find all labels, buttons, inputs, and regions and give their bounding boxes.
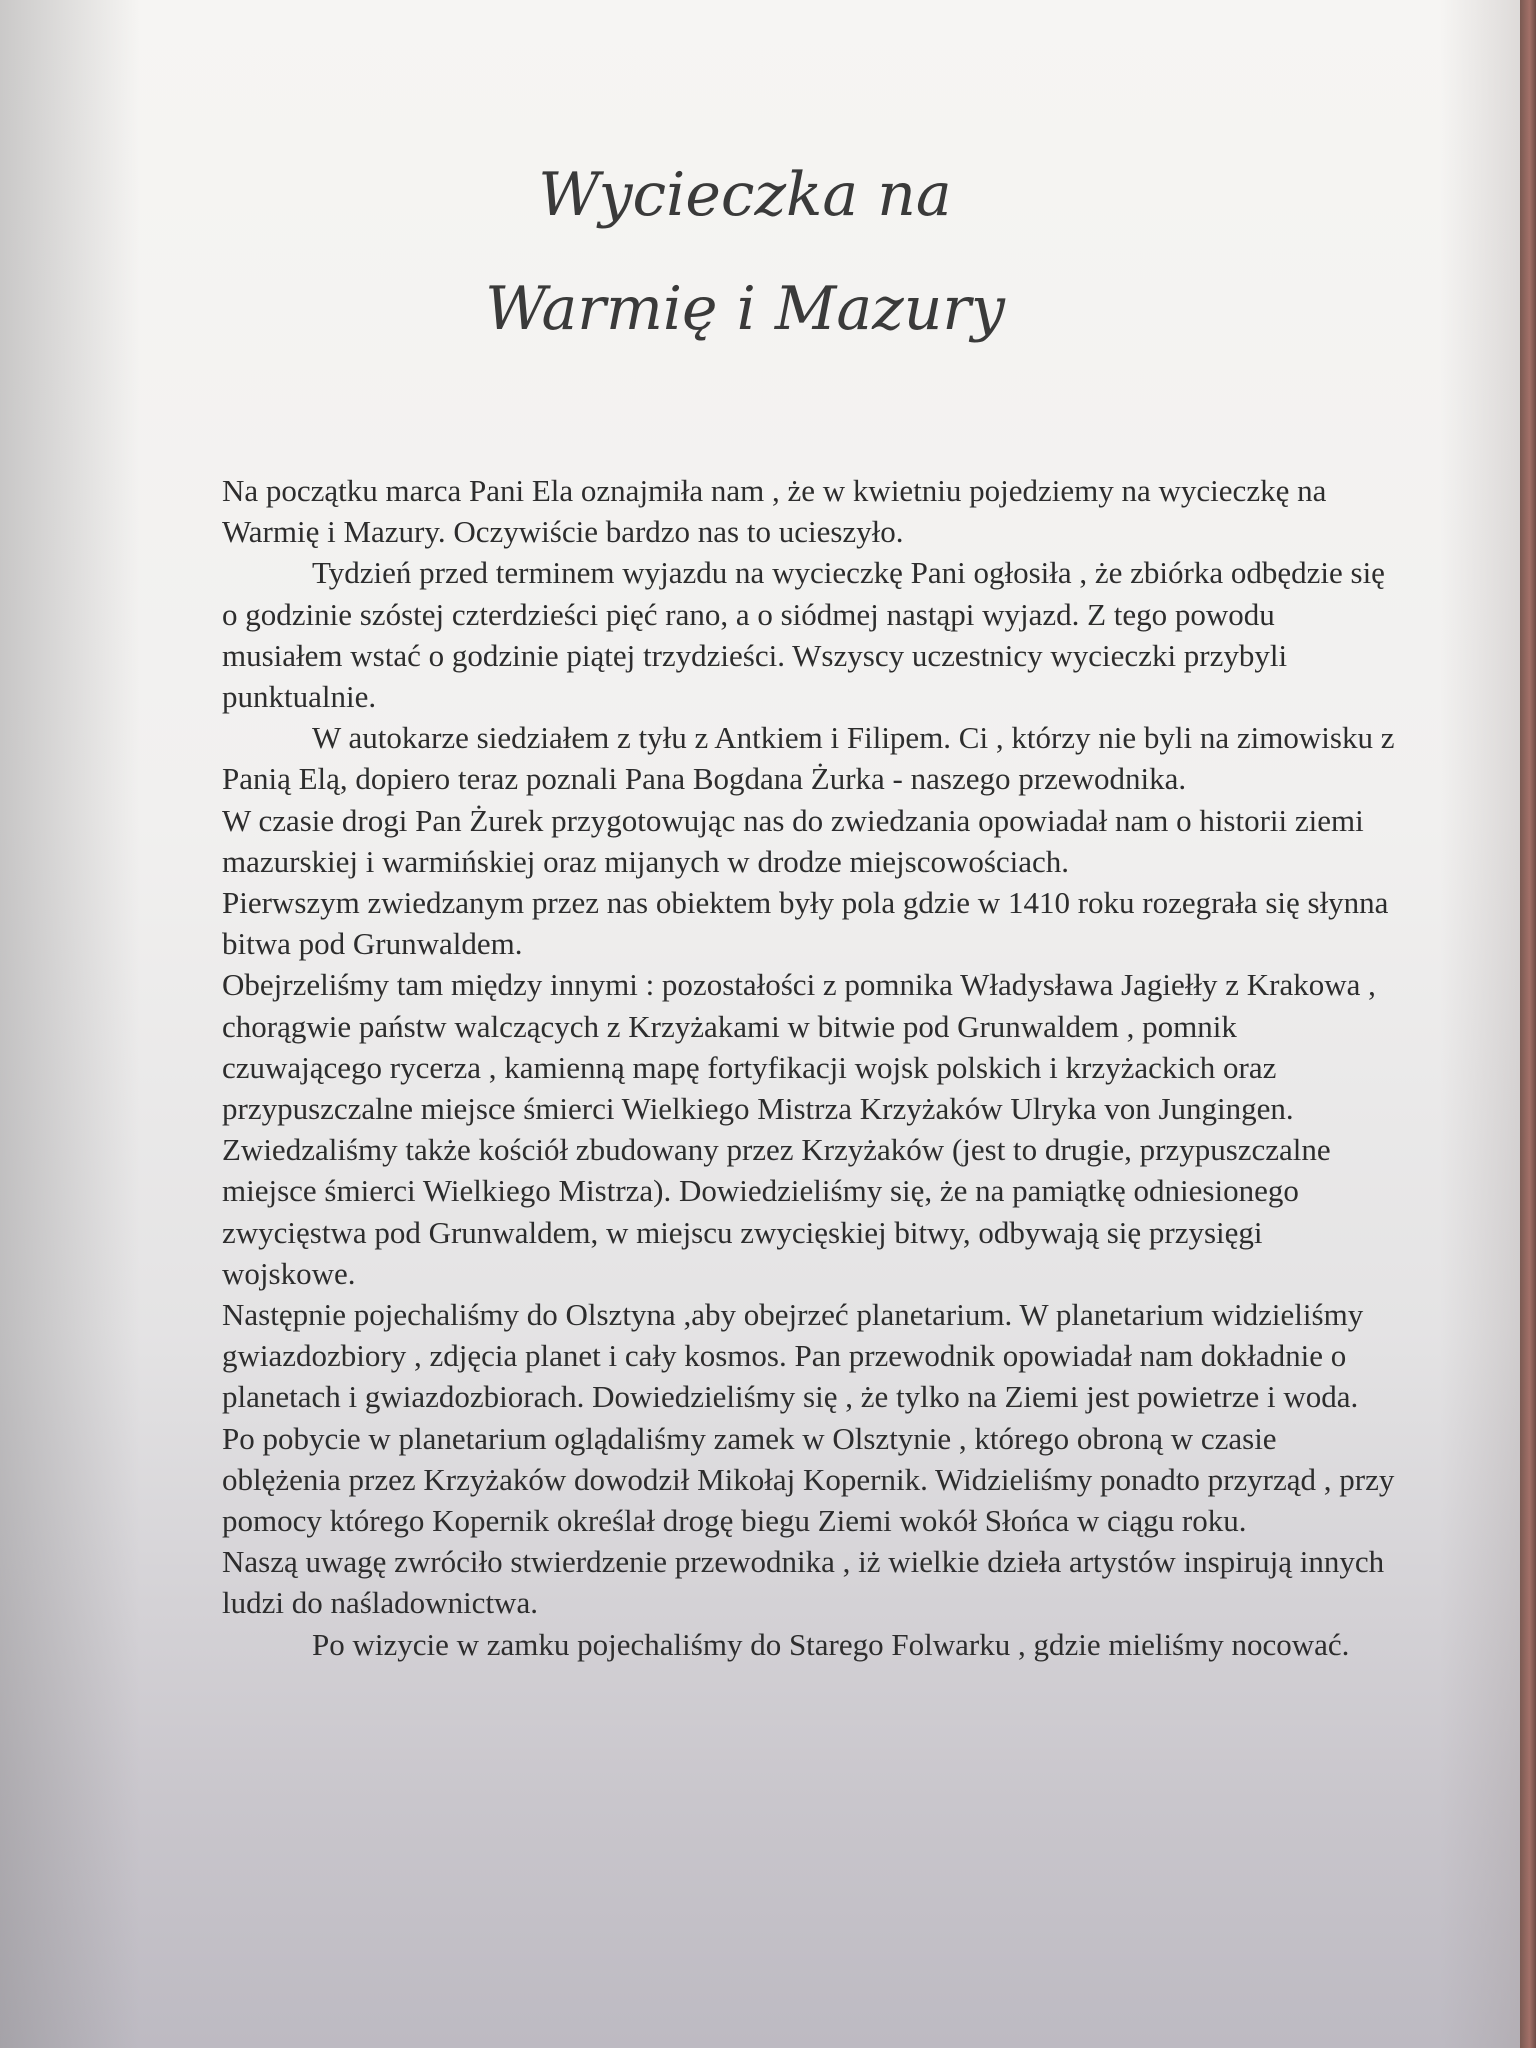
paragraph: W czasie drogi Pan Żurek przygotowując nas do zwiedzania opowiadał nam o historii ziemi mazurskiej i warmińskiej oraz mijanych w drodze miejscowościach. [222, 802, 1364, 879]
paragraph: Na początku marca Pani Ela oznajmiła nam , że w kwietniu pojedziemy na wycieczkę na Warmię i Mazury. Oczywiście bardzo nas to ucieszyło. [222, 473, 1327, 550]
paragraph: Po pobycie w planetarium oglądaliśmy zamek w Olsztynie , którego obroną w czasie oblężenia przez Krzyżaków dowodził Mikołaj Kopernik. Widzieliśmy ponadto przyrząd , przy pomocy którego Kopernik określał drogę biegu Ziemi wokół Słońca w ciągu roku. [222, 1420, 1395, 1539]
paragraph: Po wizycie w zamku pojechaliśmy do Starego Folwarku , gdzie mieliśmy nocować. [312, 1626, 1350, 1662]
paragraph: Następnie pojechaliśmy do Olsztyna ,aby obejrzeć planetarium. W planetarium widzieliśmy gwiazdozbiory , zdjęcia planet i cały kosmos. Pan przewodnik opowiadał nam dokładnie o planetach i gwiazdozbiorach. Dowiedzieliśmy się , że tylko na Ziemi jest powietrze i woda. [222, 1297, 1364, 1415]
paragraph: Obejrzeliśmy tam między innymi : pozostałości z pomnika Władysława Jagiełły z Krakowa , chorągwie państw walczących z Krzyżakami w bitwie pod Grunwaldem , pomnik czuwającego rycerza , kamienną mapę fortyfikacji wojsk polskich i krzyżackich oraz przypuszczalne miejsce śmierci Wielkiego Mistrza Krzyżaków Ulryka von Jungingen. Zwiedzaliśmy także kościół zbudowany przez Krzyżaków (jest to drugie, przypuszczalne miejsce śmierci Wielkiego Mistrza). Dowiedzieliśmy się, że na pamiątkę odniesionego zwycięstwa pod Grunwaldem, w miejscu zwycięskiej bitwy, odbywają się przysięgi wojskowe. [222, 967, 1376, 1291]
paragraph: Naszą uwagę zwróciło stwierdzenie przewodnika , iż wielkie dzieła artystów inspirują innych ludzi do naśladownictwa. [222, 1544, 1385, 1621]
paragraph: W autokarze siedziałem z tyłu z Antkiem i Filipem. Ci , którzy nie byli na zimowisku z Panią Elą, dopiero teraz poznali Pana Bogdana Żurka - naszego przewodnika. [222, 720, 1395, 797]
document-body [222, 470, 1402, 1665]
document-title [0, 138, 1490, 366]
paragraph: Tydzień przed terminem wyjazdu na wycieczkę Pani ogłosiła , że zbiórka odbędzie się o godzinie szóstej czterdzieści pięć rano, a o siódmej nastąpi wyjazd. Z tego powodu musiałem wstać o godzinie piątej trzydzieści. Wszyscy uczestnicy wycieczki przybyli punktualnie. [222, 555, 1385, 715]
title-line-1: Wycieczka na [538, 160, 952, 230]
title-line-2: Warmię i Mazury [485, 274, 1005, 344]
background-edge [1520, 0, 1536, 2048]
paragraph: Pierwszym zwiedzanym przez nas obiektem były pola gdzie w 1410 roku rozegrała się słynna bitwa pod Grunwaldem. [222, 885, 1389, 962]
